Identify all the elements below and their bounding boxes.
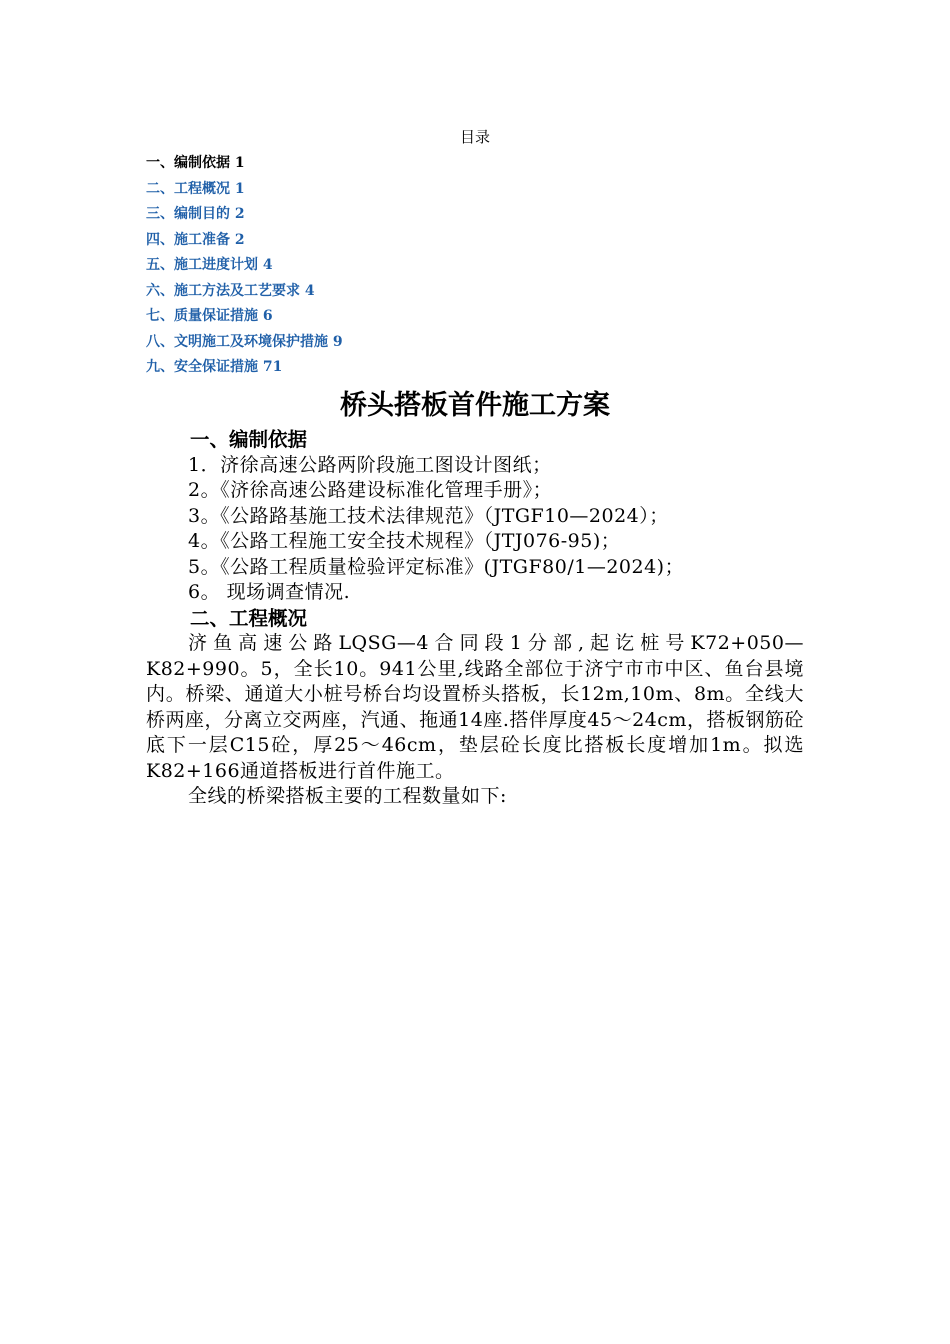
toc-item[interactable]: 四、施工准备 2 — [146, 231, 245, 248]
toc-item[interactable]: 七、质量保证措施 6 — [146, 308, 273, 324]
quantity-intro-paragraph: 全线的桥梁搭板主要的工程数量如下: — [188, 785, 507, 807]
toc-item[interactable]: 一、编制依据 1 — [146, 155, 245, 171]
document-body — [146, 427, 804, 810]
overview-paragraph: 济鱼高速公路LQSG—4合同段1分部,起讫桩号K72+050—K82+990。5，全长10。941公里,线路全部位于济宁市市中区、鱼台县境内。桥梁、通道大小桩号桥台均设置桥头搭板，长12m,10m、8m。全线大桥两座，分离立交两座，汽通、拖通14座.搭伴厚度45～24cm，搭板钢筋砼底下一层C15砼，厚25～46cm，垫层砼长度比搭板长度增加1m。拟选K82+166通道搭板进行首件施工。 — [146, 632, 804, 782]
toc-item[interactable]: 二、工程概况 1 — [146, 180, 245, 197]
basis-item: 3。《公路路基施工技术法律规范》（JTGF10—2024）； — [188, 504, 669, 527]
basis-item: 4。《公路工程施工安全技术规程》（JTJ076-95)； — [188, 530, 621, 552]
section-heading: 一、编制依据 — [190, 428, 308, 451]
basis-item: 5。《公路工程质量检验评定标准》(JTGF80/1—2024)； — [188, 555, 685, 578]
toc-item[interactable]: 六、施工方法及工艺要求 4 — [146, 282, 315, 299]
basis-item: 6。 现场调查情况. — [188, 581, 351, 603]
toc-item[interactable]: 五、施工进度计划 4 — [146, 257, 273, 273]
toc-item[interactable]: 八、文明施工及环境保护措施 9 — [146, 333, 343, 350]
basis-item: 2。《济徐高速公路建设标准化管理手册》； — [188, 479, 553, 501]
toc-title: 目录 — [459, 128, 490, 146]
section-heading: 二、工程概况 — [190, 606, 308, 630]
document-title: 桥头搭板首件施工方案 — [340, 390, 610, 421]
basis-item: 1．济徐高速公路两阶段施工图设计图纸； — [188, 453, 552, 476]
toc-item[interactable]: 三、编制目的 2 — [146, 206, 245, 222]
toc-item[interactable]: 九、安全保证措施 71 — [146, 359, 283, 375]
table-of-contents — [146, 151, 343, 381]
